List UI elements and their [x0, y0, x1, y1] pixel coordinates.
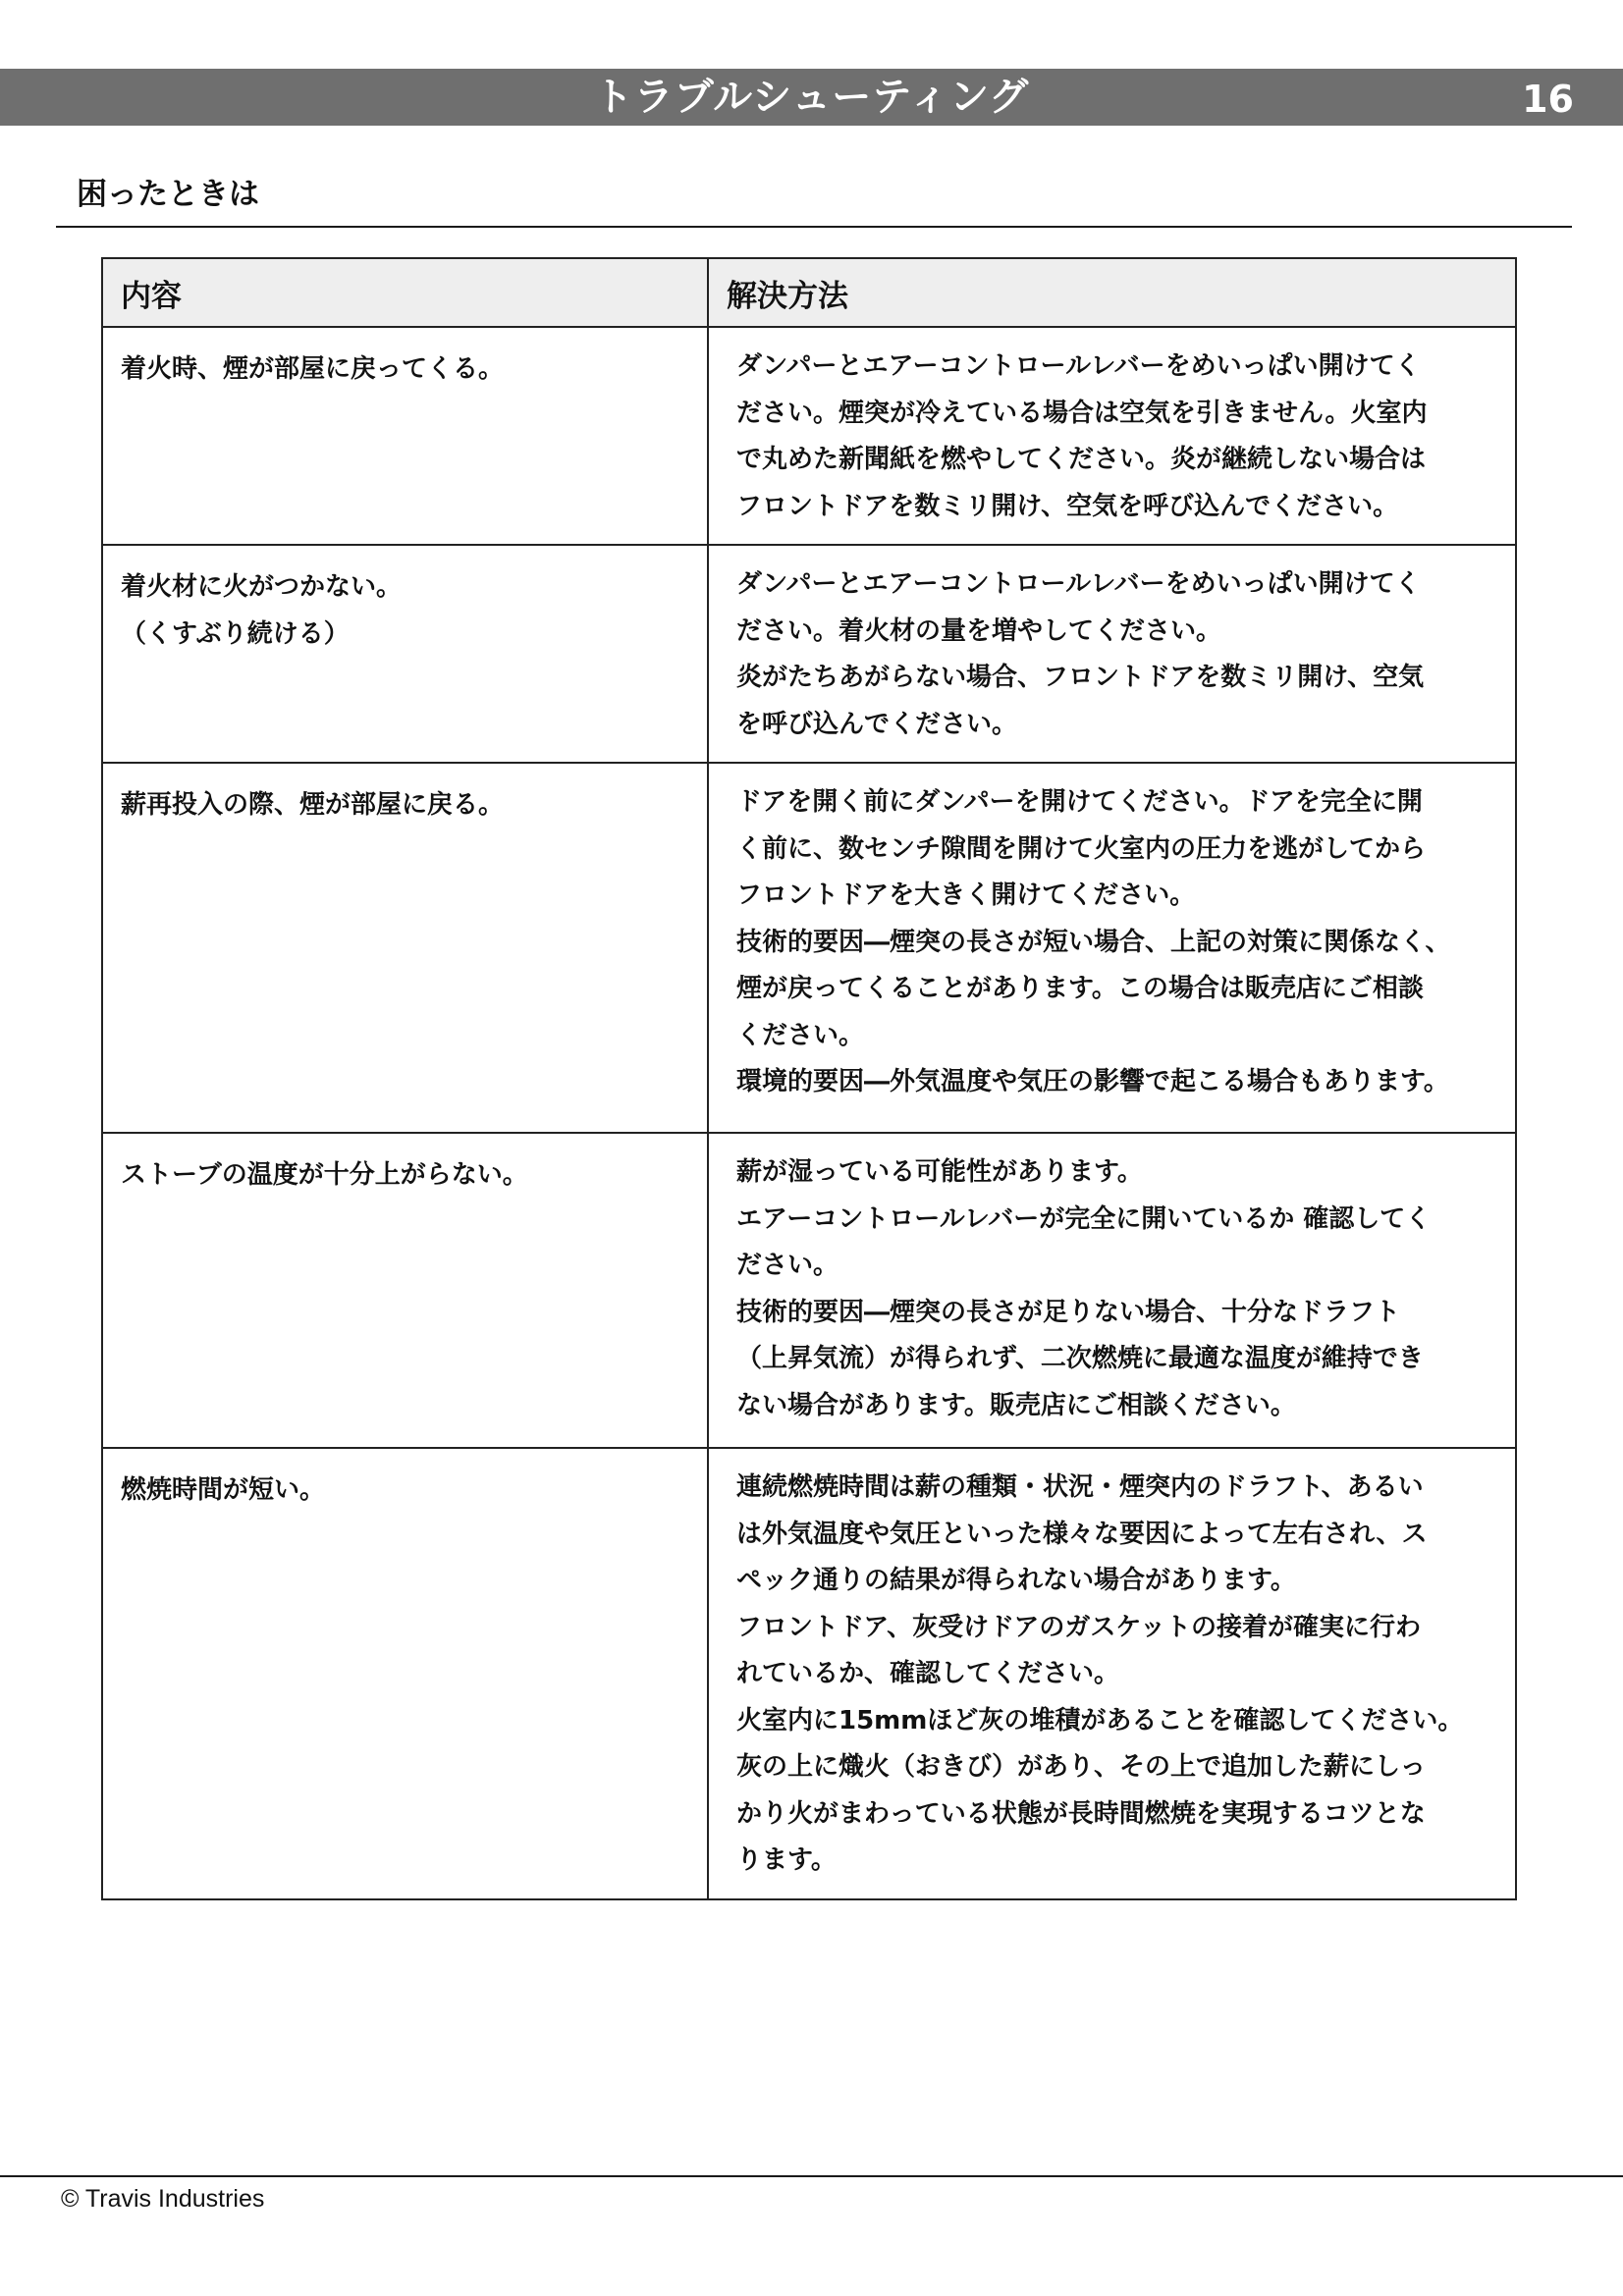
solution-line: ドアを開く前にダンパーを開けてください。ドアを完全に開	[736, 787, 1423, 817]
solution-line: ない場合があります。販売店にご相談ください。	[736, 1390, 1296, 1420]
solution-line: ダンパーとエアーコントロールレバーをめいっぱい開けてく	[736, 569, 1421, 599]
solution-cell	[708, 327, 1516, 545]
solution-line: ペック通りの結果が得られない場合があります。	[736, 1566, 1296, 1595]
solution-line: フロントドアを大きく開けてください。	[736, 881, 1196, 910]
troubleshooting-table	[101, 257, 1517, 1900]
footer-divider	[0, 2175, 1623, 2177]
solution-line: 炎がたちあがらない場合、フロントドアを数ミリ開け、空気	[736, 663, 1425, 692]
problem-text: 着火材に火がつかない。	[121, 572, 403, 602]
solution-line: を呼び込んでください。	[736, 709, 1018, 739]
solution-line: ります。	[736, 1845, 837, 1875]
table-row	[102, 763, 1516, 1133]
solution-line: ださい。	[736, 1251, 839, 1280]
solution-line: 技術的要因―煙突の長さが短い場合、上記の対策に関係なく、	[736, 927, 1451, 957]
page-title: トラブルシューティング	[593, 75, 1030, 120]
solution-line: エアーコントロールレバーが完全に開いているか 確認してく	[736, 1203, 1432, 1234]
table-row	[102, 1448, 1516, 1899]
problem-cell	[102, 545, 708, 763]
solution-line: ください。	[736, 1020, 865, 1050]
solution-cell	[708, 1133, 1516, 1448]
problem-text: 着火時、煙が部屋に戻ってくる。	[121, 354, 505, 384]
problem-cell	[102, 1133, 708, 1448]
section-divider	[56, 226, 1572, 228]
column-header-problem: 内容	[102, 258, 708, 327]
section-heading: 困ったときは	[77, 177, 259, 212]
solution-line: 火室内に15mmほど灰の堆積があることを確認してください。	[736, 1705, 1464, 1735]
solution-line: ダンパーとエアーコントロールレバーをめいっぱい開けてく	[736, 351, 1421, 381]
problem-text: ストーブの温度が十分上がらない。	[121, 1160, 528, 1190]
solution-line: 灰の上に熾火（おきび）があり、その上で追加した薪にしっ	[736, 1752, 1427, 1782]
problem-text: （くすぶり続ける）	[121, 619, 350, 649]
problem-cell	[102, 763, 708, 1133]
solution-line: 環境的要因―外気温度や気圧の影響で起こる場合もあります。	[736, 1067, 1449, 1096]
solution-line: 煙が戻ってくることがあります。この場合は販売店にご相談	[736, 974, 1424, 1003]
solution-line: フロントドア、灰受けドアのガスケットの接着が確実に行わ	[736, 1612, 1422, 1642]
solution-line: れているか、確認してください。	[736, 1659, 1120, 1688]
table-row	[102, 545, 1516, 763]
table-row	[102, 1133, 1516, 1448]
solution-line: は外気温度や気圧といった様々な要因によって左右され、ス	[736, 1519, 1428, 1549]
table-header-row	[102, 258, 1516, 327]
solution-line: かり火がまわっている状態が長時間燃焼を実現するコツとな	[736, 1798, 1426, 1829]
solution-line: 技術的要因―煙突の長さが足りない場合、十分なドラフト	[736, 1297, 1401, 1327]
problem-cell	[102, 1448, 708, 1899]
problem-text: 薪再投入の際、煙が部屋に戻る。	[121, 790, 505, 820]
table-row	[102, 327, 1516, 545]
solution-line: 薪が湿っている可能性があります。	[736, 1157, 1143, 1187]
solution-cell	[708, 1448, 1516, 1899]
copyright-text: © Travis Industries	[61, 2185, 265, 2213]
solution-line: ださい。着火材の量を増やしてください。	[736, 615, 1222, 646]
column-header-solution: 解決方法	[708, 258, 1516, 327]
problem-text: 燃焼時間が短い。	[121, 1475, 326, 1505]
problem-cell	[102, 327, 708, 545]
solution-line: で丸めた新聞紙を燃やしてください。炎が継続しない場合は	[736, 445, 1427, 474]
solution-cell	[708, 545, 1516, 763]
solution-line: く前に、数センチ隙間を開けて火室内の圧力を逃がしてから	[736, 833, 1427, 864]
solution-line: （上昇気流）が得られず、二次燃焼に最適な温度が維持でき	[736, 1344, 1424, 1373]
solution-line: 連続燃焼時間は薪の種類・状況・煙突内のドラフト、あるい	[736, 1472, 1424, 1502]
solution-line: ださい。煙突が冷えている場合は空気を引きません。火室内	[736, 398, 1428, 428]
solution-line: フロントドアを数ミリ開け、空気を呼び込んでください。	[736, 491, 1399, 521]
page-number: 16	[1522, 78, 1574, 121]
solution-cell	[708, 763, 1516, 1133]
